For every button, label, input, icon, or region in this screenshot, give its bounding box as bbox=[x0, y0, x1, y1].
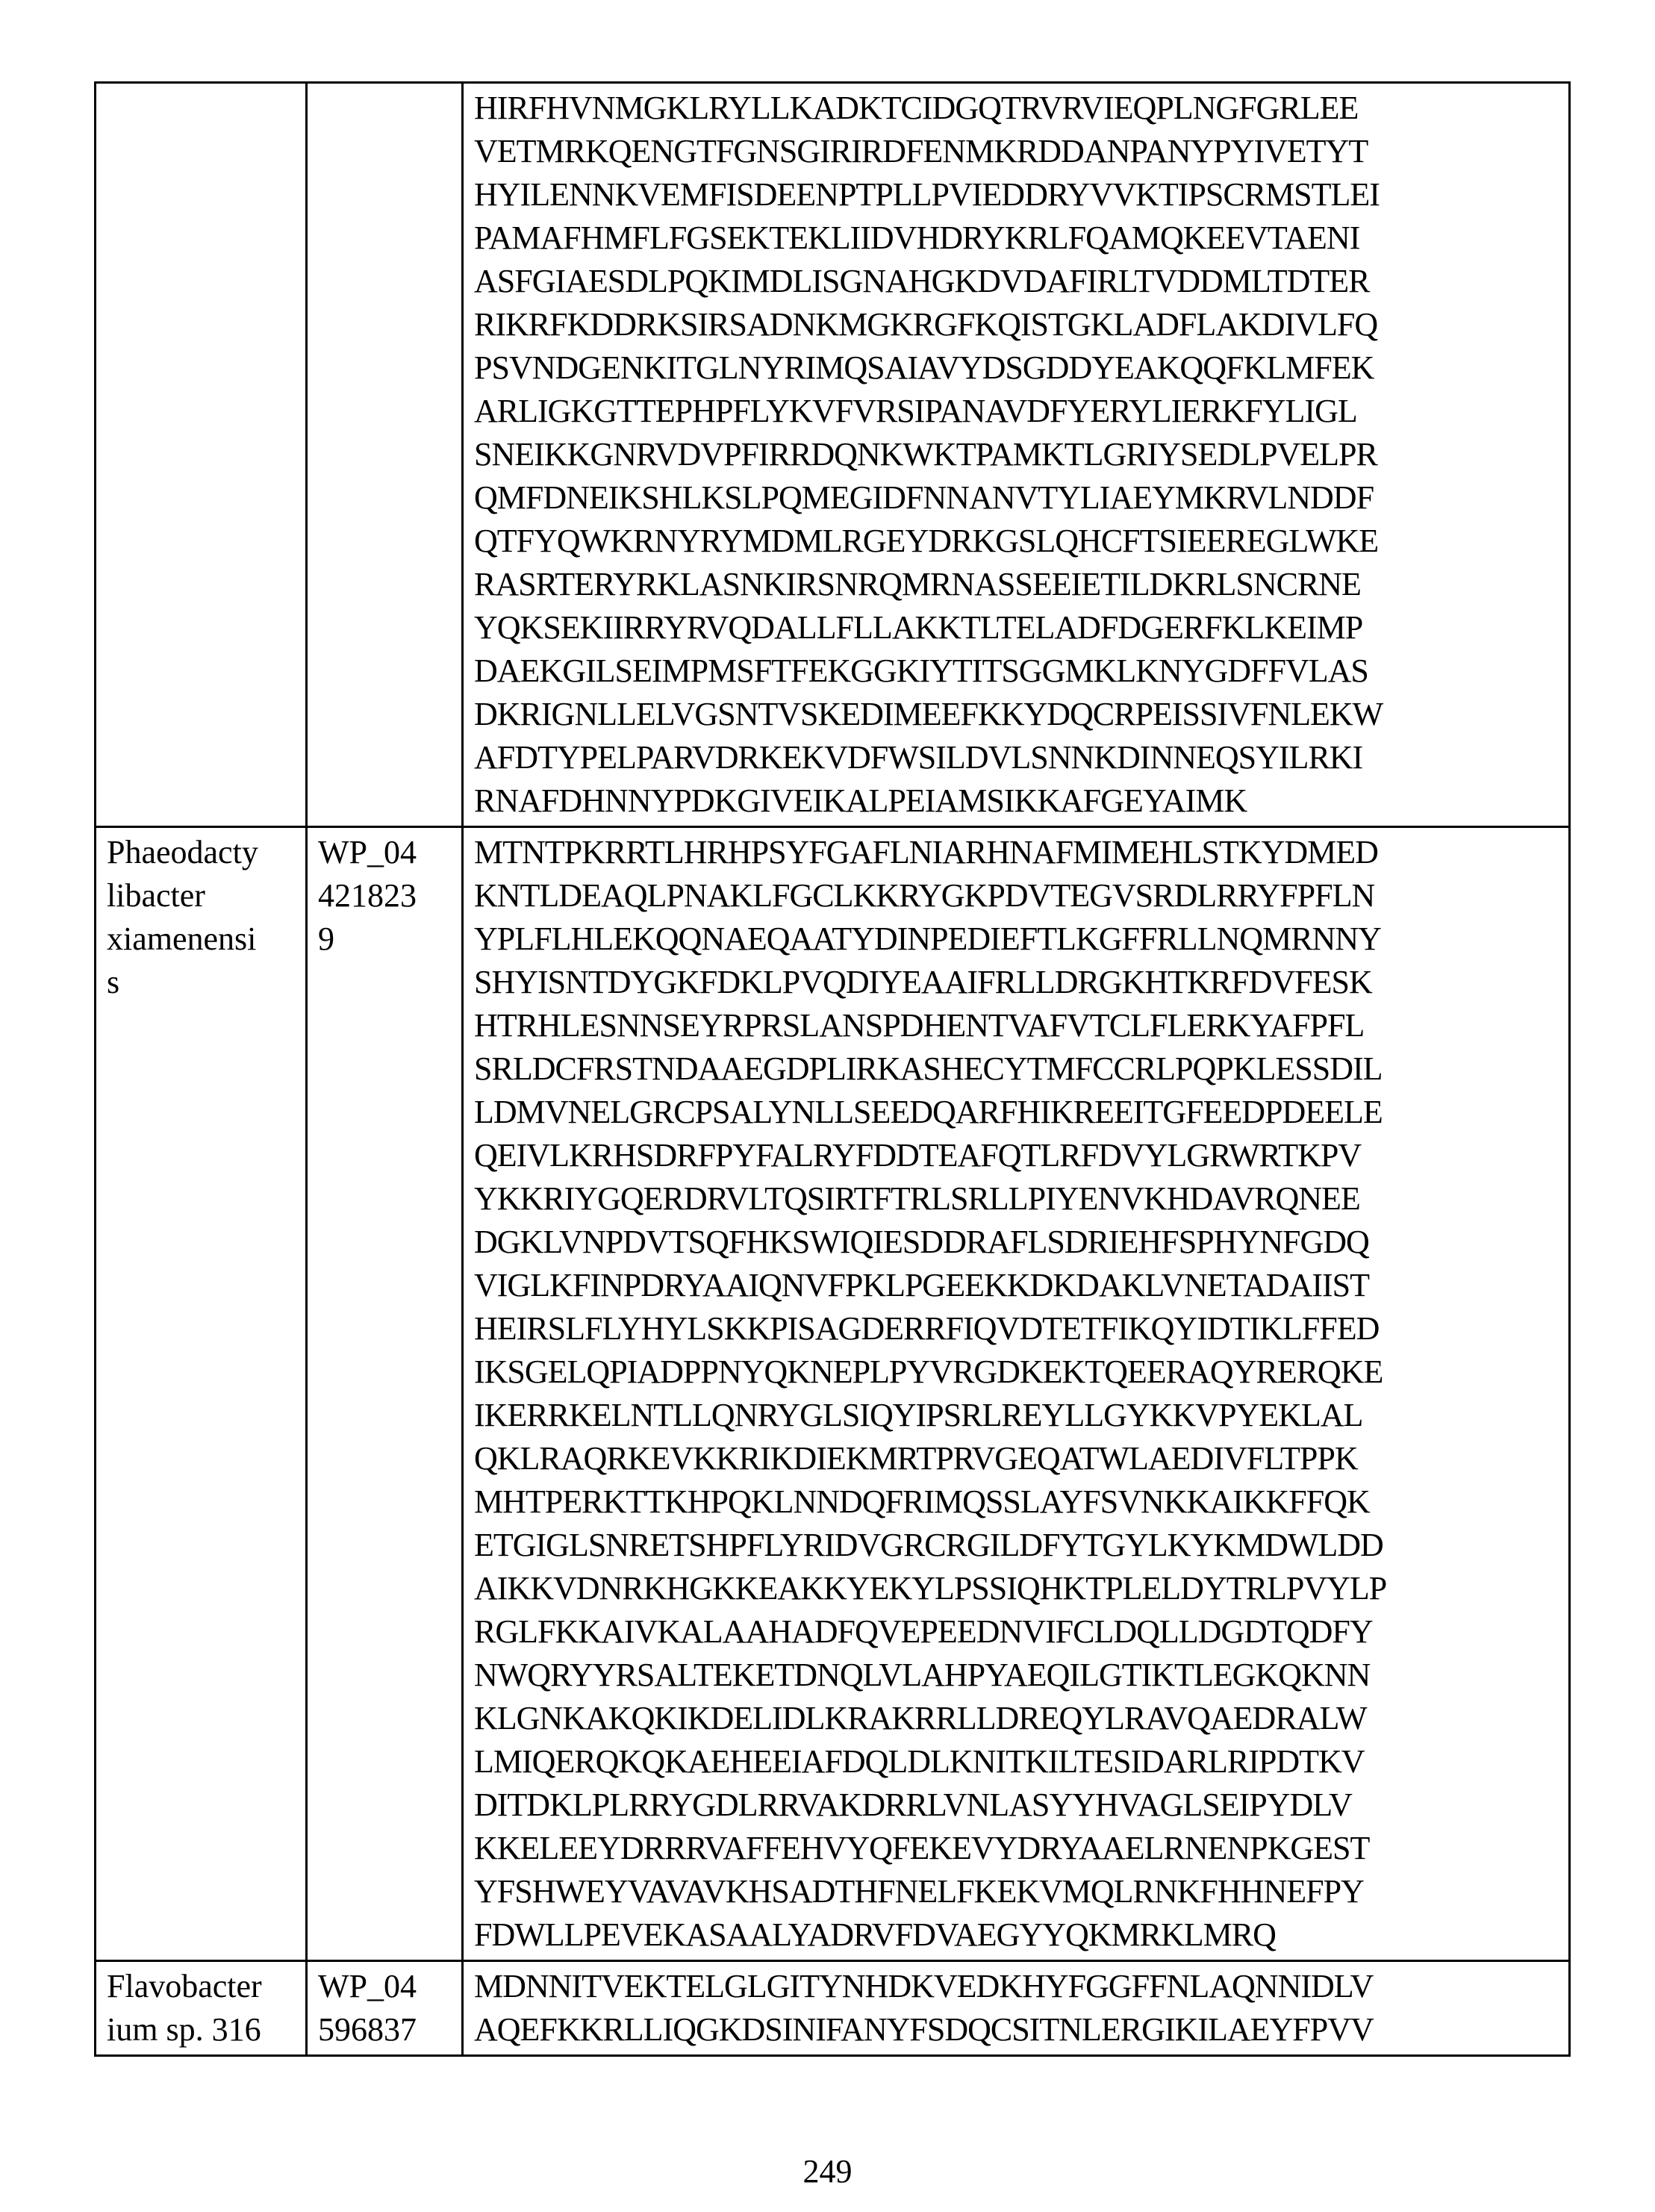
sequence-line: RIKRFKDDRKSIRSADNKMGKRGFKQISTGKLADFLAKDIVLFQ bbox=[474, 303, 1559, 346]
sequence-line: KNTLDEAQLPNAKLFGCLKKRYGKPDVTEGVSRDLRRYFPFLN bbox=[474, 874, 1559, 917]
organism-cell bbox=[96, 1961, 307, 2056]
sequence-line: SNEIKKGNRVDVPFIRRDQNKWKTPAMKTLGRIYSEDLPVELPR bbox=[474, 433, 1559, 476]
sequence-line: QEIVLKRHSDRFPYFALRYFDDTEAFQTLRFDVYLGRWRTKPV bbox=[474, 1134, 1559, 1177]
accession-cell bbox=[307, 1961, 463, 2056]
sequence-cell bbox=[463, 827, 1570, 1961]
sequence-line: DKRIGNLLELVGSNTVSKEDIMEEFKKYDQCRPEISSIVFNLEKW bbox=[474, 693, 1559, 736]
sequence-line: RNAFDHNNYPDKGIVEIKALPEIAMSIKKAFGEYAIMK bbox=[474, 779, 1559, 823]
organism-line: libacter bbox=[107, 874, 296, 917]
organism-line: Phaeodacty bbox=[107, 831, 296, 874]
sequence-line: DGKLVNPDVTSQFHKSWIQIESDDRAFLSDRIEHFSPHYNFGDQ bbox=[474, 1221, 1559, 1264]
sequence-line: AQEFKKRLLIQGKDSINIFANYFSDQCSITNLERGIKILAEYFPVV bbox=[474, 2008, 1559, 2051]
sequence-line: SHYISNTDYGKFDKLPVQDIYEAAIFRLLDRGKHTKRFDVFESK bbox=[474, 961, 1559, 1004]
page-number: 249 bbox=[0, 2150, 1655, 2193]
sequence-line: YFSHWEYVAVAVKHSADTHFNELFKEKVMQLRNKFHHNEFPY bbox=[474, 1870, 1559, 1913]
sequence-line: YPLFLHLEKQQNAEQAATYDINPEDIEFTLKGFFRLLNQMRNNY bbox=[474, 917, 1559, 961]
accession-line: WP_04 bbox=[318, 831, 452, 874]
accession-line: 9 bbox=[318, 917, 452, 961]
sequence-line: DITDKLPLRRYGDLRRVAKDRRLVNLASYYHVAGLSEIPYDLV bbox=[474, 1783, 1559, 1827]
sequence-line: SRLDCFRSTNDAAEGDPLIRKASHECYTMFCCRLPQPKLESSDIL bbox=[474, 1047, 1559, 1091]
sequence-line: QKLRAQRKEVKKRIKDIEKMRTPRVGEQATWLAEDIVFLTPPK bbox=[474, 1437, 1559, 1480]
sequence-line: HEIRSLFLYHYLSKKPISAGDERRFIQVDTETFIKQYIDTIKLFFED bbox=[474, 1307, 1559, 1350]
accession-line: 421823 bbox=[318, 874, 452, 917]
organism-line: xiamenensi bbox=[107, 917, 296, 961]
organism-line: ium sp. 316 bbox=[107, 2008, 296, 2051]
sequence-line: RGLFKKAIVKALAAHADFQVEPEEDNVIFCLDQLLDGDTQDFY bbox=[474, 1610, 1559, 1654]
sequence-line: AFDTYPELPARVDRKEKVDFWSILDVLSNNKDINNEQSYILRKI bbox=[474, 736, 1559, 779]
sequence-line: LMIQERQKQKAEHEEIAFDQLDLKNITKILTESIDARLRIPDTKV bbox=[474, 1740, 1559, 1783]
sequence-line: AIKKVDNRKHGKKEAKKYEKYLPSSIQHKTPLELDYTRLPVYLP bbox=[474, 1567, 1559, 1610]
organism-cell bbox=[96, 827, 307, 1961]
organism-cell bbox=[96, 83, 307, 827]
sequence-line: YKKRIYGQERDRVLTQSIRTFTRLSRLLPIYENVKHDAVRQNEE bbox=[474, 1177, 1559, 1221]
organism-line: Flavobacter bbox=[107, 1965, 296, 2008]
sequence-line: RASRTERYRKLASNKIRSNRQMRNASSEEIETILDKRLSNCRNE bbox=[474, 563, 1559, 606]
sequence-line: IKSGELQPIADPPNYQKNEPLPYVRGDKEKTQEERAQYRERQKE bbox=[474, 1350, 1559, 1394]
sequence-cell bbox=[463, 1961, 1570, 2056]
sequence-line: VIGLKFINPDRYAAIQNVFPKLPGEEKKDKDAKLVNETADAIIST bbox=[474, 1264, 1559, 1307]
sequence-table bbox=[94, 81, 1571, 2057]
organism-line: s bbox=[107, 961, 296, 1004]
sequence-line: QMFDNEIKSHLKSLPQMEGIDFNNANVTYLIAEYMKRVLNDDF bbox=[474, 476, 1559, 520]
sequence-line: ETGIGLSNRETSHPFLYRIDVGRCRGILDFYTGYLKYKMDWLDD bbox=[474, 1524, 1559, 1567]
table-row bbox=[96, 1961, 1570, 2056]
sequence-line: NWQRYYRSALTEKETDNQLVLAHPYAEQILGTIKTLEGKQKNN bbox=[474, 1654, 1559, 1697]
sequence-line: PAMAFHMFLFGSEKTEKLIIDVHDRYKRLFQAMQKEEVTAENI bbox=[474, 216, 1559, 260]
sequence-line: IKERRKELNTLLQNRYGLSIQYIPSRLREYLLGYKKVPYEKLAL bbox=[474, 1394, 1559, 1437]
sequence-line: HTRHLESNNSEYRPRSLANSPDHENTVAFVTCLFLERKYAFPFL bbox=[474, 1004, 1559, 1047]
sequence-line: MHTPERKTTKHPQKLNNDQFRIMQSSLAYFSVNKKAIKKFFQK bbox=[474, 1480, 1559, 1524]
sequence-line: ARLIGKGTTEPHPFLYKVFVRSIPANAVDFYERYLIERKFYLIGL bbox=[474, 390, 1559, 433]
accession-cell bbox=[307, 827, 463, 1961]
sequence-line: QTFYQWKRNYRYMDMLRGEYDRKGSLQHCFTSIEEREGLWKE bbox=[474, 520, 1559, 563]
table-row bbox=[96, 83, 1570, 827]
sequence-cell bbox=[463, 83, 1570, 827]
sequence-line: KLGNKAKQKIKDELIDLKRAKRRLLDREQYLRAVQAEDRALW bbox=[474, 1697, 1559, 1740]
sequence-line: HYILENNKVEMFISDEENPTPLLPVIEDDRYVVKTIPSCRMSTLEI bbox=[474, 173, 1559, 216]
sequence-line: VETMRKQENGTFGNSGIRIRDFENMKRDDANPANYPYIVETYT bbox=[474, 130, 1559, 173]
sequence-line: MDNNITVEKTELGLGITYNHDKVEDKHYFGGFFNLAQNNIDLV bbox=[474, 1965, 1559, 2008]
accession-line: 596837 bbox=[318, 2008, 452, 2051]
sequence-line: ASFGIAESDLPQKIMDLISGNAHGKDVDAFIRLTVDDMLTDTER bbox=[474, 260, 1559, 303]
sequence-line: FDWLLPEVEKASAALYADRVFDVAEGYYQKMRKLMRQ bbox=[474, 1913, 1559, 1957]
accession-line: WP_04 bbox=[318, 1965, 452, 2008]
sequence-line: LDMVNELGRCPSALYNLLSEEDQARFHIKREEITGFEEDPDEELE bbox=[474, 1091, 1559, 1134]
table-row bbox=[96, 827, 1570, 1961]
accession-cell bbox=[307, 83, 463, 827]
sequence-line: KKELEEYDRRRVAFFEHVYQFEKEVYDRYAAELRNENPKGEST bbox=[474, 1827, 1559, 1870]
sequence-line: MTNTPKRRTLHRHPSYFGAFLNIARHNAFMIMEHLSTKYDMED bbox=[474, 831, 1559, 874]
sequence-line: DAEKGILSEIMPMSFTFEKGGKIYTITSGGMKLKNYGDFFVLAS bbox=[474, 649, 1559, 693]
sequence-line: PSVNDGENKITGLNYRIMQSAIAVYDSGDDYEAKQQFKLMFEK bbox=[474, 346, 1559, 390]
sequence-line: HIRFHVNMGKLRYLLKADKTCIDGQTRVRVIEQPLNGFGRLEE bbox=[474, 87, 1559, 130]
sequence-line: YQKSEKIIRRYRVQDALLFLLAKKTLTELADFDGERFKLKEIMP bbox=[474, 606, 1559, 649]
